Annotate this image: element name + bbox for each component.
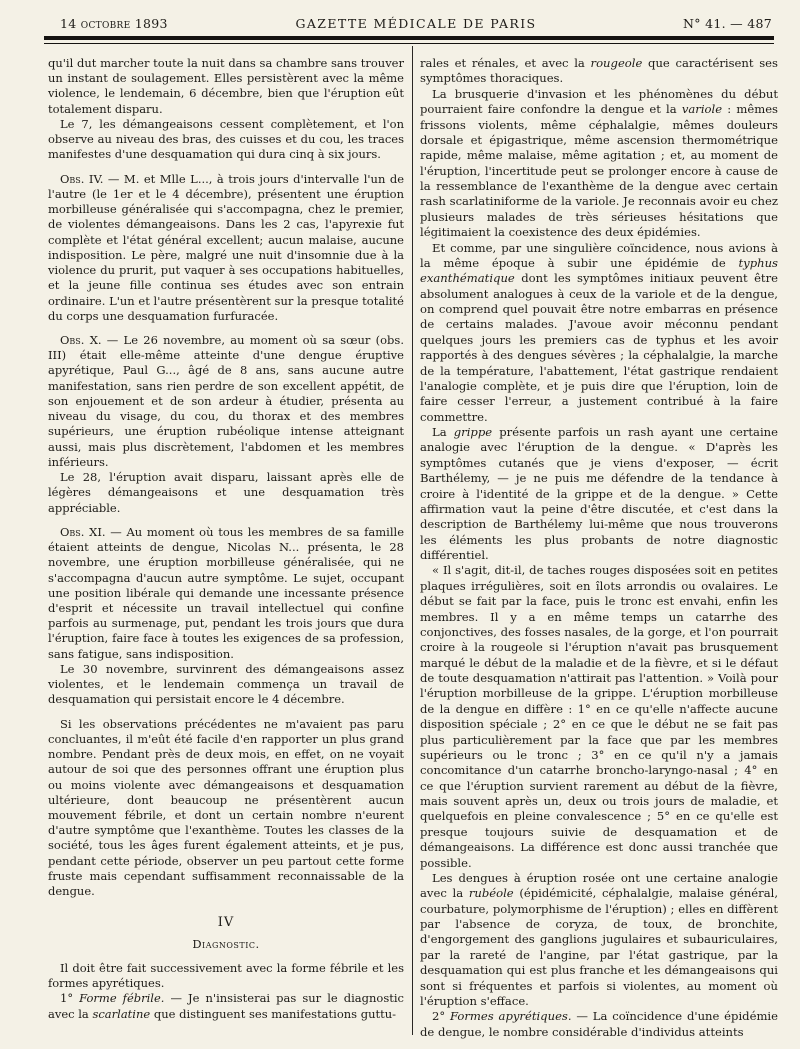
text: dont les symptômes initiaux peuvent être absolument analogues à ceux de la variole et de la dengue, on comprend quel pouvait être notre embarras en présence de certains malades. J'avoue avoir méconnu pendant quelques jours les premiers cas de typhus et les avoir rapportés à des dengues sévères ; la céphalalgie, la marche de la température, l'abattement, l'état gastrique rendaient l'analogie complète, et je puis dire que l'éruption, loin de faire cesser l'erreur, a justement contribué à la faire commettre. [420, 271, 778, 424]
issue-page-number: N° 41. — 487 [683, 16, 772, 31]
diagnostic-item-2 [420, 1009, 778, 1040]
text: Les dengues à éruption rosée ont une certaine analogie avec la [420, 870, 778, 901]
journal-title: GAZETTE MÉDICALE DE PARIS [295, 16, 537, 31]
item-number: 1° [60, 991, 80, 1006]
paragraph: Si les observations précédentes ne m'avaient pas paru concluantes, il m'eût été facile d'en rapporter un plus grand nombre. Pendant près de deux mois, en effet, on ne voyait autour de soi que des personnes offrant une éruption plus ou moins violente avec démangeaisons et desquamation ultérieure, dont beaucoup ne présentèrent aucun mouvement fébrile, et dont un certain nombre n'eurent d'autre symptôme que l'exanthème. Toutes les classes de la société, tous les âges furent également atteints, et je pus, pendant cette période, observer un peu partout cette forme fruste mais cependant suffisamment reconnaissable de la dengue. [48, 716, 404, 899]
paragraph [420, 871, 778, 1009]
observation-text: — Le 26 novembre, au moment où sa sœur (obs. III) était elle-même atteinte d'une dengue éruptive apyrétique, Paul G..., âgé de 8 ans, sans aucune autre manifestation, sans rien perdre de son excellent appétit, de son enjouement et de son ardeur à étudier, présenta au niveau du visage, du cou, du thorax et des membres supérieurs, une éruption rubéolique intense atteignant aussi, mais plus discrètement, l'abdomen et les membres inférieurs. [48, 332, 404, 469]
emphasis: rubéole [468, 886, 514, 901]
emphasis: variole [681, 102, 723, 117]
issue-date: 14 octobre 1893 [60, 16, 168, 31]
section-number: IV [217, 915, 235, 931]
item-text: — La coïncidence d'une épidémie de dengue, le nombre considérable d'individus atteints [420, 1009, 779, 1039]
diagnostic-item-1 [48, 991, 404, 1021]
paragraph [420, 241, 778, 426]
item-text: — Je n'insisterai pas sur le diagnostic avec la [48, 991, 404, 1021]
text: La [432, 425, 454, 439]
left-column [48, 56, 404, 1022]
paragraph: Le 30 novembre, survinrent des démangeaisons assez violentes, et le lendemain commença un travail de desquamation qui persistait encore le 4 décembre. [48, 661, 404, 707]
paragraph [420, 425, 778, 563]
observation-label: Obs. IV. [60, 171, 104, 186]
item-number: 2° [432, 1009, 450, 1024]
text: rales et rénales, et avec la [420, 56, 591, 70]
item-text: que distinguent ses manifestations guttu- [150, 1006, 397, 1021]
text: Et comme, par une singulière coïncidence, nous avions à la même époque à subir une épidémie de [420, 240, 778, 270]
paragraph: Il doit être fait successivement avec la forme fébrile et les formes apyrétiques. [48, 960, 404, 991]
paragraph [420, 87, 778, 241]
page-header [60, 14, 772, 34]
paragraph [420, 56, 778, 87]
right-column [420, 56, 778, 1040]
emphasis: grippe [453, 425, 493, 439]
observation-label: Obs. XI. [60, 524, 106, 539]
text: (épidémicité, céphalalgie, malaise général, courbature, polymorphisme de l'éruption) ; elles en diffèrent par l'absence de coryza, de toux, de bronchite, d'engorgement des ganglions jugulaires et subauriculaires, par la rareté de l'angine, par l'état gastrique, par la desquamation qui est plus franche et les démangeaisons qui sont si fréquentes et parfois si violentes, au moment où l'éruption s'efface. [420, 886, 779, 1008]
item-emphasis: scarlatine [92, 1006, 151, 1021]
observation-label: Obs. X. [60, 332, 102, 347]
header-rule-thick [44, 36, 774, 40]
paragraph: Le 7, les démangeaisons cessent complètement, et l'on observe au niveau des bras, des cuisses et du cou, les traces manifestes d'une desquamation qui dura cinq à six jours. [48, 116, 404, 162]
observation-10 [48, 333, 404, 470]
header-rule-thin [44, 43, 774, 44]
section-title: Diagnostic. [192, 936, 260, 951]
observation-text: — M. et Mlle L..., à trois jours d'intervalle l'un de l'autre (le 1er et le 4 décembre), présentent une éruption morbilleuse généralisée qui s'accompagna, chez le premier, de violentes démangeaisons. Dans les 2 cas, l'apyrexie fut complète et l'état général excellent; aucun malaise, aucune indisposition. Le père, malgré une nuit d'insomnie due à la violence du prurit, put vaquer à ses occupations habituelles, et la jeune fille continua ses études avec son entrain ordinaire. L'un et l'autre présentèrent sur la presque totalité du corps une desquamation furfuracée. [48, 171, 405, 323]
observation-11 [48, 525, 404, 662]
text: présente parfois un rash ayant une certaine analogie avec l'éruption de la dengue. « D'après les symptômes cutanés que je viens d'exposer, — écrit Barthélemy, — je ne puis me défendre de la tendance à croire à l'identité de la grippe et de la dengue. » Cette affirmation vaut la peine d'être discutée, et c'est dans la description de Barthélemy lui-même que nous trouverons les éléments les plus probants de notre diagnostic différentiel. [420, 425, 779, 562]
quotation-paragraph: « Il s'agit, dit-il, de taches rouges disposées soit en petites plaques irrégulières, soit en îlots arrondis ou ovalaires. Le début se fait par la face, puis le tronc est envahi, enfin les membres. Il y a en même temps un catarrhe des conjonctives, des fosses nasales, de la gorge, et l'on pourrait croire à la rougeole si l'éruption n'avait pas brusquement marqué le début de la maladie et de la fièvre, et si le défaut de toute desquamation n'attirait pas l'attention. » Voilà pour l'éruption morbilleuse de la grippe. L'éruption morbilleuse de la dengue en diffère : 1° en ce qu'elle n'affecte aucune disposition spéciale ; 2° en ce que le début ne se fait pas plus particulièrement par la face que par les membres supérieurs ou le tronc ; 3° en ce qu'il n'y a jamais concomitance d'un catarrhe broncho-laryngo-nasal ; 4° en ce que l'éruption survient rarement au début de la fièvre, mais souvent après un, deux ou trois jours de maladie, et quelquefois en pleine convalescence ; 5° en ce qu'elle est presque toujours suivie de desquamation et de démangeaisons. La différence est donc aussi tranchée que possible. [420, 563, 778, 870]
emphasis: rougeole [590, 56, 643, 70]
observation-4 [48, 172, 404, 324]
observation-text: — Au moment où tous les membres de sa famille étaient atteints de dengue, Nicolas N... présenta, le 28 novembre, une éruption morbilleuse généralisée, qui ne s'accompagna d'aucun autre symptôme. Le sujet, occupant une position libérale qui demande une incessante présence d'esprit et nécessite un travail intellectuel qui confine parfois au surmenage, put, pendant les trois jours que dura l'éruption, faire face à toutes les exigences de sa profession, sans fatigue, sans indisposition. [48, 524, 404, 661]
paragraph: Le 28, l'éruption avait disparu, laissant après elle de légères démangeaisons et une desquamation très appréciable. [48, 470, 404, 515]
paragraph: qu'il dut marcher toute la nuit dans sa chambre sans trouver un instant de soulagement. Elles persistèrent avec la même violence, le lendemain, 6 décembre, bien que l'éruption eût totalement disparu. [48, 56, 404, 116]
text: que caractérisent ses symptômes thoraciques. [420, 56, 778, 86]
text: : mêmes frissons violents, même céphalalgie, mêmes douleurs dorsale et épigastrique, même ascension thermométrique rapide, même malaise, même agitation ; et, au moment de l'éruption, l'incertitude peut se prolonger encore à cause de la ressemblance de l'exanthème de la dengue avec certain rash scarlatiniforme de la variole. Je reconnais avoir eu chez plusieurs malades de très sérieuses hésitations que légitimaient la coexistence des deux épidémies. [420, 102, 778, 240]
item-label: Formes apyrétiques. [449, 1009, 572, 1024]
emphasis: typhus exanthématique [420, 255, 778, 286]
text: La brusquerie d'invasion et les phénomènes du début pourraient faire confondre la dengue et la [420, 86, 778, 117]
column-divider [412, 46, 413, 1035]
item-label: Forme fébrile. [79, 991, 165, 1006]
